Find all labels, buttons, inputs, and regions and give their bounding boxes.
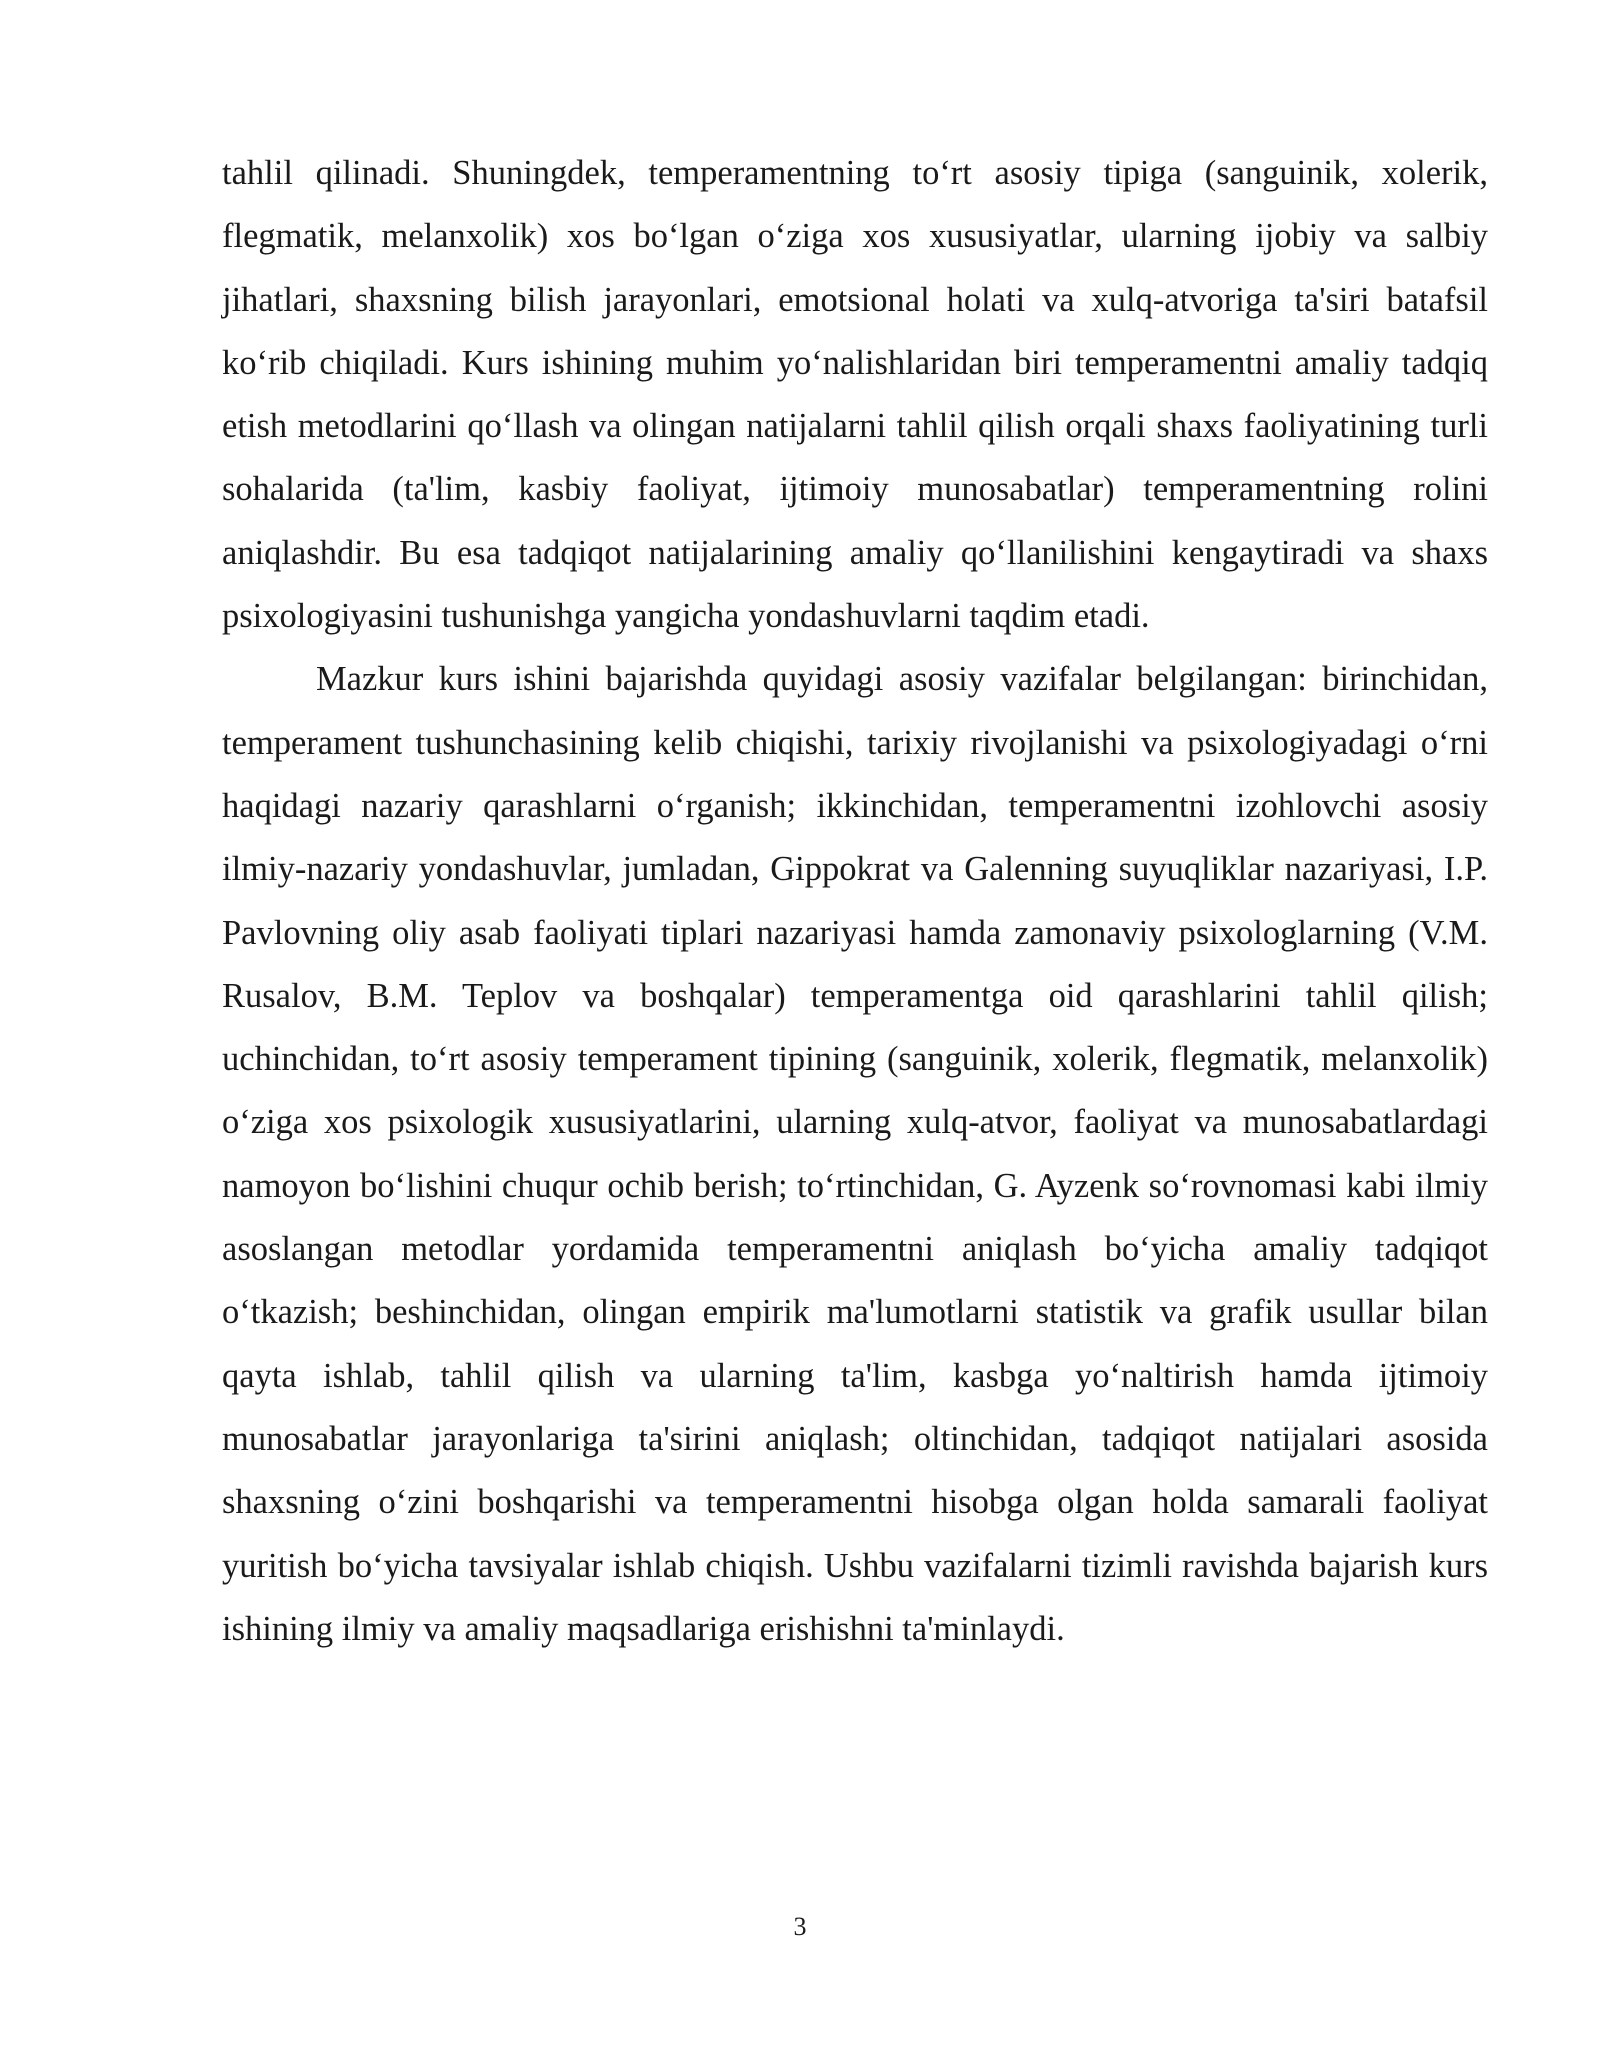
paragraph-tasks: Mazkur kurs ishini bajarishda quyidagi asosiy vazifalar belgilangan: birinchidan, temperament tushunchasining kelib chiqishi, tarixiy rivojlanishi va psixologiyadagi o‘rni haqidagi nazariy qarashlarni o‘rganish; ikkinchidan, temperamentni izohlovchi asosiy ilmiy-nazariy yondashuvlar, jumladan, Gippokrat va Galenning suyuqliklar nazariyasi, I.P. Pavlovning oliy asab faoliyati tiplari nazariyasi hamda zamonaviy psixologlarning (V.M. Rusalov, B.M. Teplov va boshqalar) temperamentga oid qarashlarini tahlil qilish; uchinchidan, to‘rt asosiy temperament tipining (sanguinik, xolerik, flegmatik, melanxolik) o‘ziga xos psixologik xususiyatlarini, ularning xulq-atvor, faoliyat va munosabatlardagi namoyon bo‘lishini chuqur ochib berish; to‘rtinchidan, G. Ayzenk so‘rovnomasi kabi ilmiy asoslangan metodlar yordamida temperamentni aniqlash bo‘yicha amaliy tadqiqot o‘tkazish; beshinchidan, olingan empirik ma'lumotlarni statistik va grafik usullar bilan qayta ishlab, tahlil qilish va ularning ta'lim, kasbga yo‘naltirish hamda ijtimoiy munosabatlar jarayonlariga ta'sirini aniqlash; oltinchidan, tadqiqot natijalari asosida shaxsning o‘zini boshqarishi va temperamentni hisobga olgan holda samarali faoliyat yuritish bo‘yicha tavsiyalar ishlab chiqish. Ushbu vazifalarni tizimli ravishda bajarish kurs ishining ilmiy va amaliy maqsadlariga erishishni ta'minlaydi.: [222, 660, 1488, 1648]
body-text: [222, 142, 1488, 1661]
page-number: 3: [793, 1912, 807, 1941]
paragraph-continued: tahlil qilinadi. Shuningdek, temperamentning to‘rt asosiy tipiga (sanguinik, xolerik, flegmatik, melanxolik) xos bo‘lgan o‘ziga xos xususiyatlar, ularning ijobiy va salbiy jihatlari, shaxsning bilish jarayonlari, emotsional holati va xulq-atvoriga ta'siri batafsil ko‘rib chiqiladi. Kurs ishining muhim yo‘nalishlaridan biri temperamentni amaliy tadqiq etish metodlarini qo‘llash va olingan natijalarni tahlil qilish orqali shaxs faoliyatining turli sohalarida (ta'lim, kasbiy faoliyat, ijtimoiy munosabatlar) temperamentning rolini aniqlashdir. Bu esa tadqiqot natijalarining amaliy qo‘llanilishini kengaytiradi va shaxs psixologiyasini tushunishga yangicha yondashuvlarni taqdim etadi.: [222, 154, 1488, 636]
